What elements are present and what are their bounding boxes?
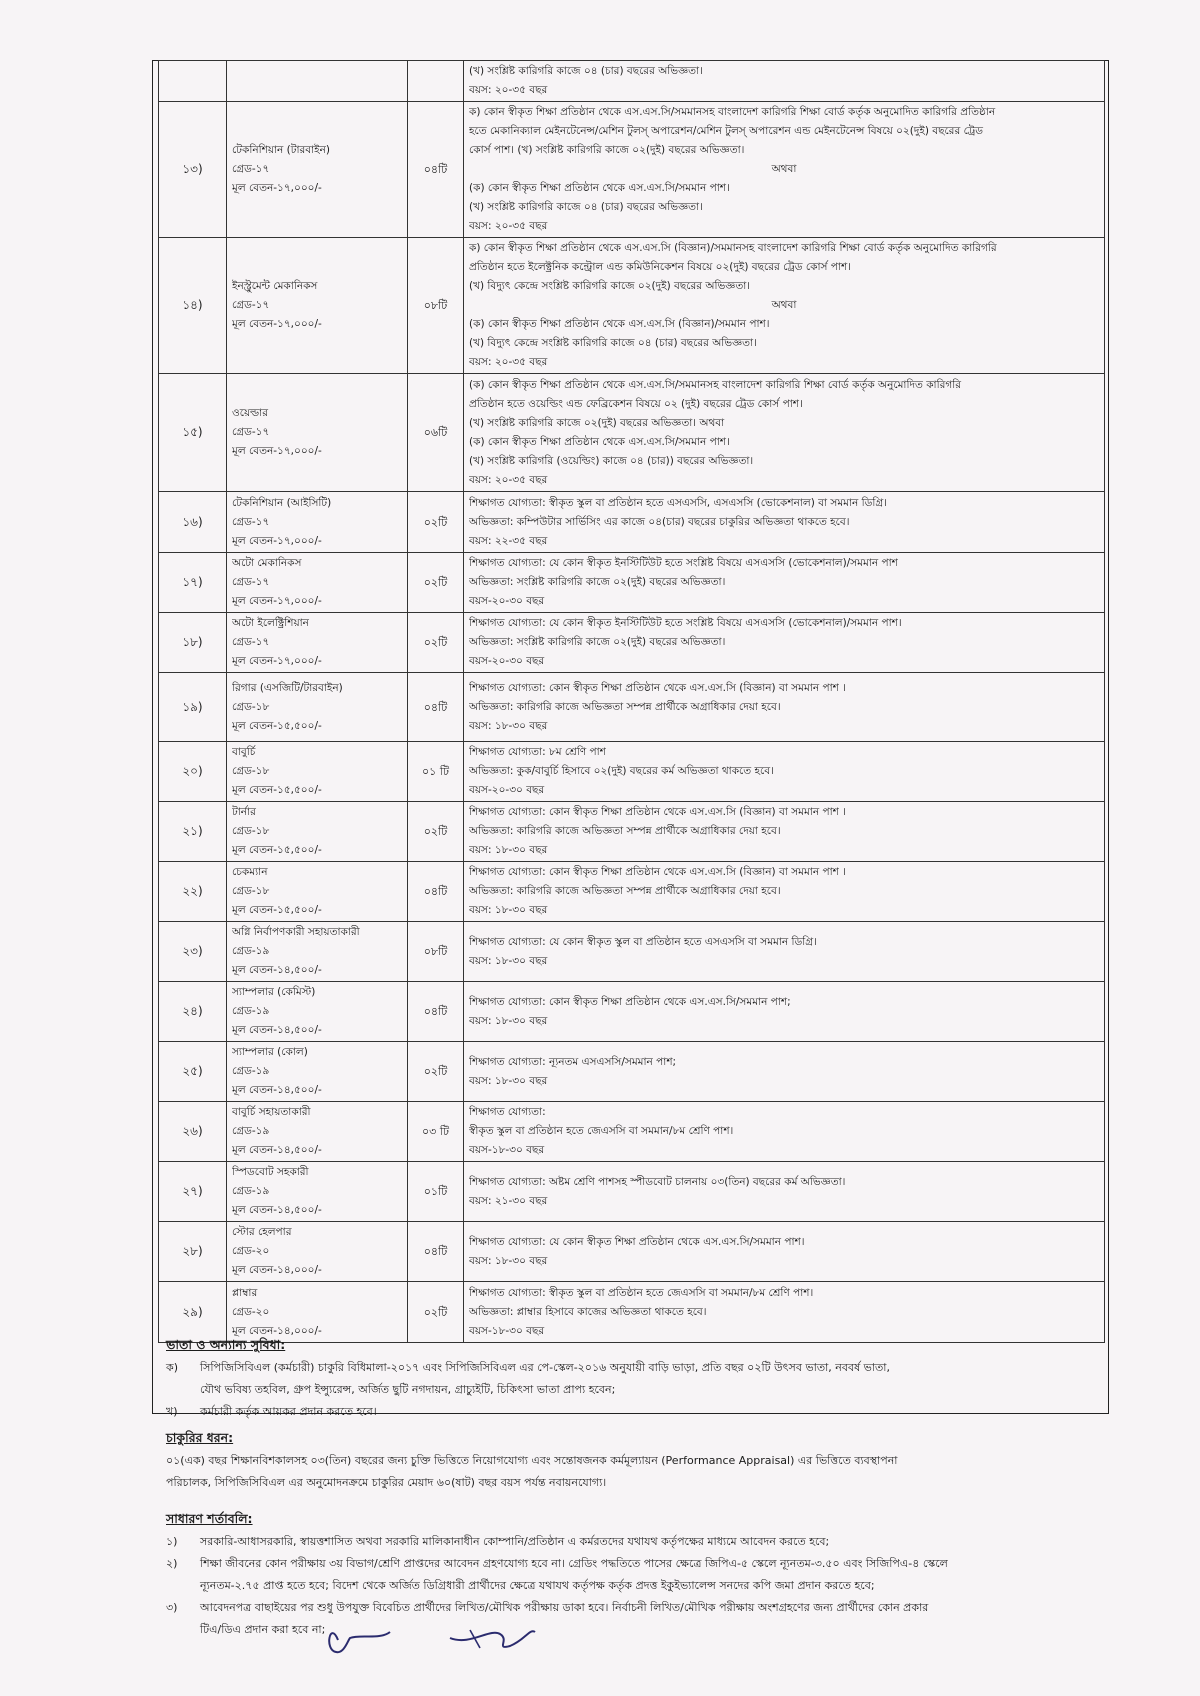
requirement-line: শিক্ষাগত যোগ্যতা: যে কোন স্বীকৃত ইনস্টিটিউট হতে সংশ্লিষ্ট বিষয়ে এসএসসি (ভোকেশনাল)/সমমান পাশ। [469,617,902,629]
general-term-line: ন্যূনতম-২.৭৫ প্রাপ্ত হতে হবে; বিদেশ থেকে অর্জিত ডিগ্রিধারী প্রার্থীদের ক্ষেত্রে যথাযথ কর্তৃপক্ষ কর্তৃক প্রদত্ত ইকুইভ্যালেন্স সনদের কপি জমা প্রদান করতে হবে; [200,1579,875,1592]
requirements-cell [464,922,1105,982]
post-grade: গ্রেড-১৭ [232,426,270,438]
post-cell [227,1102,408,1162]
requirement-line: শিক্ষাগত যোগ্যতা: ন্যূনতম এসএসসি/সমমান পাশ; [469,1055,677,1068]
requirements-cell [464,982,1105,1042]
quantity-cell [408,492,464,553]
requirement-line: বয়স: ২২-৩৫ বছর [469,534,548,547]
post-name: বাবুর্চি [232,746,256,758]
requirement-line: প্রতিষ্ঠান হতে ওয়েল্ডিং এন্ড ফেব্রিকেশন বিষয়ে ০২ (দুই) বছরের ট্রেড কোর্স পাশ। [469,397,803,410]
serial-cell [159,374,227,492]
requirements-cell [464,742,1105,802]
post-grade: গ্রেড-১৭ [232,299,270,311]
requirement-line: বয়স: ২০-৩৫ বছর [469,356,548,368]
requirement-line: শিক্ষাগত যোগ্যতা: যে কোন স্বীকৃত স্কুল বা প্রতিষ্ঠান হতে এসএসসি বা সমমান ডিগ্রি। [469,935,817,948]
post-salary: মূল বেতন-১৪,৫০০/- [232,1084,322,1096]
serial-cell [159,922,227,982]
general-term-item [166,1531,1096,1553]
table-row [159,742,1105,802]
requirement-line: প্রতিষ্ঠান হতে ইলেক্ট্রনিক কন্ট্রোল এন্ড কমিউনিকেশন বিষয়ে ০২(দুই) বছরের ট্রেড কোর্স পাশ। [469,261,851,273]
requirement-line: (খ) বিদ্যুৎ কেন্দ্রে সংশ্লিষ্ট কারিগরি কাজে ০৪ (চার) বছরের অভিজ্ঞতা। [469,337,757,349]
post-salary: মূল বেতন-১৪,৫০০/- [232,1024,322,1036]
requirement-line: শিক্ষাগত যোগ্যতা: কোন স্বীকৃত শিক্ষা প্রতিষ্ঠান থেকে এস.এস.সি (বিজ্ঞান) বা সমমান পাশ । [469,866,846,878]
post-name: প্লাম্বার [232,1286,258,1299]
post-name: বাবুর্চি সহায়তাকারী [232,1106,311,1118]
requirements-cell [464,1102,1105,1162]
post-cell [227,374,408,492]
post-cell [227,673,408,742]
benefit-item [166,1401,1096,1423]
serial-number: ২৫) [182,1064,203,1078]
benefit-item [166,1357,1096,1401]
post-cell [227,492,408,553]
post-quantity: ০১টি [423,1185,448,1198]
table-row [159,492,1105,553]
quantity-cell [408,613,464,673]
job-type-line: ০১(এক) বছর শিক্ষানবিশকালসহ ০৩(তিন) বছরের জন্য চুক্তি ভিত্তিতে নিয়োগযোগ্য এবং সন্তোষজনক কর্মমূল্যায়ন (Performance Appraisal) এর ভিত্তিতে ব্যবস্থাপনা [166,1454,898,1467]
requirement-line: শিক্ষাগত যোগ্যতা: ৮ম শ্রেণি পাশ [469,746,606,758]
post-salary: মূল বেতন-১৫,৫০০/- [232,719,322,732]
requirement-line: ক) কোন স্বীকৃত শিক্ষা প্রতিষ্ঠান থেকে এস.এস.সি (বিজ্ঞান)/সমমানসহ বাংলাদেশ কারিগরি শিক্ষা বোর্ড কর্তৃক অনুমোদিত কারিগরি [469,242,997,254]
table-row [159,982,1105,1042]
requirement-line: অথবা [771,299,797,311]
requirement-line: বয়স-২০-৩০ বছর [469,655,545,667]
requirement-line: বয়স: ২০-৩৫ বছর [469,220,548,232]
table-row [159,102,1105,238]
serial-number: ২৭) [182,1184,203,1198]
requirements-cell [464,613,1105,673]
quantity-cell [408,673,464,742]
post-name: অটো ইলেক্ট্রিশিয়ান [232,617,309,629]
general-term-marker: ১) [166,1535,178,1548]
requirement-line: অভিজ্ঞতা: কুক/বাবুর্চি হিসাবে ০২(দুই) বছরের কর্ম অভিজ্ঞতা থাকতে হবে। [469,765,774,777]
signature-image [320,1610,560,1670]
post-cell [227,238,408,374]
serial-number: ১৮) [182,635,203,649]
post-grade: গ্রেড-১৮ [232,825,270,837]
quantity-cell [408,1222,464,1282]
general-terms-block [166,1504,1096,1641]
requirement-line: অথবা [771,163,797,175]
post-salary: মূল বেতন-১৭,০০০/- [232,318,322,330]
requirement-line: শিক্ষাগত যোগ্যতা: যে কোন স্বীকৃত শিক্ষা প্রতিষ্ঠান থেকে এস.এস.সি/সমমান পাশ। [469,1235,805,1248]
requirement-line: বয়স: ২০-৩৫ বছর [469,84,548,96]
requirement-line: (খ) সংশ্লিষ্ট কারিগরি কাজে ০৪ (চার) বছরের অভিজ্ঞতা। [469,65,703,77]
quantity-cell [408,374,464,492]
post-quantity: ০২টি [423,1065,448,1078]
benefits-list [166,1357,1096,1423]
post-salary: মূল বেতন-১৫,৫০০/- [232,844,322,856]
table-row [159,61,1105,102]
requirements-cell [464,102,1105,238]
serial-cell [159,982,227,1042]
post-quantity: ০৬টি [423,426,448,439]
post-cell [227,982,408,1042]
serial-cell [159,102,227,238]
post-salary: মূল বেতন-১৪,০০০/- [232,1324,322,1337]
quantity-cell [408,102,464,238]
benefit-line: সিপিজিসিবিএল (কর্মচারী) চাকুরি বিধিমালা-২০১৭ এবং সিপিজিসিবিএল এর পে-স্কেল-২০১৬ অনুযায়ী বাড়ি ভাড়া, প্রতি বছর ০২টি উৎসব ভাতা, নববর্ষ ভাতা, [200,1361,890,1374]
quantity-cell [408,61,464,102]
general-terms-title: সাধারণ শর্তাবলি: [166,1511,253,1526]
requirements-cell [464,238,1105,374]
requirements-cell [464,1162,1105,1222]
post-quantity: ০৪টি [423,700,448,714]
requirement-line: কোর্স পাশ। (খ) সংশ্লিষ্ট কারিগরি কাজে ০২(দুই) বছরের অভিজ্ঞতা। [469,144,745,156]
requirements-cell [464,61,1105,102]
requirement-line: ক) কোন স্বীকৃত শিক্ষা প্রতিষ্ঠান থেকে এস.এস.সি/সমমানসহ বাংলাদেশ কারিগরি শিক্ষা বোর্ড কর্তৃক অনুমোদিত কারিগরি প্রতিষ্ঠান [469,106,996,118]
quantity-cell [408,238,464,374]
vacancy-table [158,60,1105,1343]
post-grade: গ্রেড-১৮ [232,765,270,777]
post-name: অগ্নি নির্বাপণকারী সহায়তাকারী [232,926,360,938]
serial-cell [159,238,227,374]
post-grade: গ্রেড-২০ [232,1245,270,1257]
terms-section [166,1330,1096,1641]
serial-cell [159,492,227,553]
general-term-text [200,1553,1096,1597]
requirement-line: বয়স: ১৮-৩০ বছর [469,844,548,856]
table-row [159,1222,1105,1282]
post-salary: মূল বেতন-১৪,৫০০/- [232,1204,322,1216]
serial-number: ১৭) [182,575,203,589]
quantity-cell [408,1042,464,1102]
post-grade: গ্রেড-১৯ [232,1125,270,1137]
requirement-line: (খ) বিদ্যুৎ কেন্দ্রে সংশ্লিষ্ট কারিগরি কাজে ০২(দুই) বছরের অভিজ্ঞতা। [469,280,751,292]
post-name: ইনস্ট্রুমেন্ট মেকানিকস [232,280,318,292]
requirements-cell [464,802,1105,862]
table-row [159,613,1105,673]
post-quantity: ০২টি [423,1305,448,1319]
benefit-text [200,1357,1096,1401]
serial-number: ২৪) [182,1004,203,1018]
serial-number: ২৬) [182,1124,203,1138]
serial-number: ১৩) [182,162,203,176]
job-type-block [166,1423,1096,1494]
serial-number: ১৪) [182,298,203,312]
general-term-marker: ৩) [166,1601,178,1614]
post-cell [227,1162,408,1222]
requirement-line: শিক্ষাগত যোগ্যতা: কোন স্বীকৃত শিক্ষা প্রতিষ্ঠান থেকে এস.এস.সি (বিজ্ঞান) বা সমমান পাশ । [469,806,846,818]
post-cell [227,1042,408,1102]
requirement-line: শিক্ষাগত যোগ্যতা: কোন স্বীকৃত শিক্ষা প্রতিষ্ঠান থেকে এস.এস.সি/সমমান পাশ; [469,995,791,1008]
job-type-title: চাকুরির ধরন: [166,1430,234,1445]
table-row [159,1042,1105,1102]
requirement-line: (ক) কোন স্বীকৃত শিক্ষা প্রতিষ্ঠান থেকে এস.এস.সি/সমমান পাশ। [469,435,730,448]
post-cell [227,61,408,102]
requirements-cell [464,553,1105,613]
requirements-cell [464,862,1105,922]
requirement-line: অভিজ্ঞতা: কারিগরি কাজে অভিজ্ঞতা সম্পন্ন প্রার্থীকে অগ্রাধিকার দেয়া হবে। [469,885,781,897]
requirement-line: বয়স-১৮-৩০ বছর [469,1144,545,1156]
post-quantity: ০৩ টি [422,1125,449,1138]
requirement-line: শিক্ষাগত যোগ্যতা: যে কোন স্বীকৃত ইনস্টিটিউট হতে সংশ্লিষ্ট বিষয়ে এসএসসি (ভোকেশনাল)/সমমান পাশ [469,557,898,569]
serial-cell [159,61,227,102]
quantity-cell [408,1102,464,1162]
serial-number: ১৫) [182,425,203,439]
serial-number: ২৩) [182,944,203,958]
post-grade: গ্রেড-১৮ [232,885,270,897]
post-salary: মূল বেতন-১৭,০০০/- [232,445,322,457]
requirement-line: অভিজ্ঞতা: সংশ্লিষ্ট কারিগরি কাজে ০২(দুই) বছরের অভিজ্ঞতা। [469,576,726,588]
requirement-line: (খ) সংশ্লিষ্ট কারিগরি কাজে ০৪ (চার) বছরের অভিজ্ঞতা। [469,201,703,213]
serial-number: ১৬) [182,514,203,529]
post-name: স্টোর হেলপার [232,1226,292,1238]
requirement-line: শিক্ষাগত যোগ্যতা: স্বীকৃত স্কুল বা প্রতিষ্ঠান হতে জেএসসি বা সমমান/৮ম শ্রেণি পাশ। [469,1286,814,1299]
post-name: অটো মেকানিকস [232,557,302,569]
benefits-title: ভাতা ও অন্যান্য সুবিধা: [166,1337,286,1352]
requirement-line: শিক্ষাগত যোগ্যতা: অষ্টম শ্রেণি পাশসহ স্পীডবোট চালনায় ০৩(তিন) বছরের কর্ম অভিজ্ঞতা। [469,1175,846,1188]
table-row [159,374,1105,492]
post-salary: মূল বেতন-১৭,০০০/- [232,595,322,607]
post-salary: মূল বেতন-১৪,৫০০/- [232,1144,322,1156]
requirement-line: বয়স-১৮-৩০ বছর [469,1324,545,1337]
general-term-line: আবেদনপত্র বাছাইয়ের পর শুধু উপযুক্ত বিবেচিত প্রার্থীদের লিখিত/মৌখিক পরীক্ষায় ডাকা হবে। নির্বাচনী লিখিত/মৌখিক পরীক্ষায় অংশগ্রহণের জন্য প্রার্থীদের কোন প্রকার [200,1601,929,1614]
post-name: স্যাম্পলার (কেমিস্ট) [232,986,316,998]
post-salary: মূল বেতন-১৭,০০০/- [232,534,322,547]
post-name: রিগার (এসজিটি/টারবাইন) [232,681,343,694]
requirement-line: বয়স-২০-৩০ বছর [469,595,545,607]
requirement-line: হতে মেকানিক্যাল মেইনটেনেন্স/মেশিন টুলস্ অপারেশন/মেশিন টুলস্ অপারেশন এন্ড মেইনটেনেন্স বিষয়ে ০২(দুই) বছরের ট্রেড [469,125,984,137]
quantity-cell [408,982,464,1042]
requirement-line: অভিজ্ঞতা: কারিগরি কাজে অভিজ্ঞতা সম্পন্ন প্রার্থীকে অগ্রাধিকার দেয়া হবে। [469,825,781,837]
serial-number: ২৮) [182,1244,203,1258]
job-type-line: পরিচালক, সিপিজিসিবিএল এর অনুমোদনক্রমে চাকুরির মেয়াদ ৬০(ষাট) বছর বয়স পর্যন্ত নবায়নযোগ্য। [166,1476,607,1489]
post-grade: গ্রেড-২০ [232,1305,270,1318]
table-row [159,553,1105,613]
requirement-line: বয়স: ১৮-৩০ বছর [469,1074,548,1087]
job-type-text [166,1450,1096,1494]
requirement-line: (ক) কোন স্বীকৃত শিক্ষা প্রতিষ্ঠান থেকে এস.এস.সি/সমমানসহ বাংলাদেশ কারিগরি শিক্ষা বোর্ড কর্তৃক অনুমোদিত কারিগরি [469,378,962,391]
post-name: টেকনিশিয়ান (টারবাইন) [232,144,331,156]
benefit-marker: ক) [166,1361,178,1374]
general-term-line: টিএ/ডিএ প্রদান করা হবে না; [200,1623,326,1636]
table-row [159,673,1105,742]
serial-number: ২১) [182,824,203,838]
requirements-cell [464,673,1105,742]
serial-cell [159,1162,227,1222]
requirements-cell [464,492,1105,553]
serial-cell [159,742,227,802]
post-quantity: ০৪টি [423,1005,448,1018]
requirement-line: বয়স: ১৮-৩০ বছর [469,1014,548,1027]
table-row [159,802,1105,862]
post-quantity: ০১ টি [422,765,449,778]
benefits-block [166,1330,1096,1423]
requirement-line: বয়স: ২০-৩৫ বছর [469,473,548,486]
benefit-line: যৌথ ভবিষ্য তহবিল, গ্রুপ ইন্স্যুরেন্স, অর্জিত ছুটি নগদায়ন, গ্রাচ্যুইটি, চিকিৎসা ভাতা প্রাপ্য হবেন; [200,1383,616,1396]
post-name: চেকম্যান [232,866,268,878]
post-grade: গ্রেড-১৯ [232,1065,270,1077]
general-term-item [166,1597,1096,1641]
post-cell [227,102,408,238]
general-term-text [200,1531,1096,1553]
post-quantity: ০৮টি [423,299,448,312]
general-term-line: সরকারি-আধাসরকারি, স্বায়ত্তশাসিত অথবা সরকারি মালিকানাধীন কোম্পানি/প্রতিষ্ঠান এ কর্মরতদের যথাযথ কর্তৃপক্ষের মাধ্যমে আবেদন করতে হবে; [200,1535,830,1548]
requirement-line: শিক্ষাগত যোগ্যতা: [469,1106,546,1118]
requirement-line: (ক) কোন স্বীকৃত শিক্ষা প্রতিষ্ঠান থেকে এস.এস.সি (বিজ্ঞান)/সমমান পাশ। [469,318,770,330]
post-cell [227,553,408,613]
serial-cell [159,613,227,673]
table-row [159,238,1105,374]
requirement-line: বয়স: ১৮-৩০ বছর [469,1254,548,1267]
post-cell [227,922,408,982]
post-salary: মূল বেতন-১৭,০০০/- [232,182,322,194]
serial-cell [159,673,227,742]
quantity-cell [408,742,464,802]
requirement-line: শিক্ষাগত যোগ্যতা: কোন স্বীকৃত শিক্ষা প্রতিষ্ঠান থেকে এস.এস.সি (বিজ্ঞান) বা সমমান পাশ । [469,681,846,694]
post-quantity: ০৮টি [423,945,448,958]
quantity-cell [408,553,464,613]
requirement-line: অভিজ্ঞতা: কম্পিউটার সার্ভিসিং এর কাজে ০৪(চার) বছরের চাকুরির অভিজ্ঞতা থাকতে হবে। [469,515,850,528]
post-cell [227,862,408,922]
requirement-line: অভিজ্ঞতা: প্লাম্বার হিসাবে কাজের অভিজ্ঞতা থাকতে হবে। [469,1305,707,1318]
serial-cell [159,1102,227,1162]
post-salary: মূল বেতন-১৫,৫০০/- [232,904,322,916]
post-cell [227,1222,408,1282]
post-grade: গ্রেড-১৯ [232,1005,270,1017]
serial-number: ১৯) [182,699,203,714]
post-salary: মূল বেতন-১৫,৫০০/- [232,784,322,796]
post-salary: মূল বেতন-১৪,৫০০/- [232,964,322,976]
post-cell [227,802,408,862]
post-grade: গ্রেড-১৭ [232,163,270,175]
general-terms-list [166,1531,1096,1641]
serial-cell [159,862,227,922]
requirement-line: (খ) সংশ্লিষ্ট কারিগরি কাজে ০২(দুই) বছরের অভিজ্ঞতা। অথবা [469,416,725,429]
serial-cell [159,802,227,862]
requirement-line: বয়স: ১৮-৩০ বছর [469,954,548,967]
post-quantity: ০২টি [423,636,448,649]
post-quantity: ০২টি [423,825,448,838]
post-name: স্পিডবোট সহকারী [232,1166,309,1178]
post-quantity: ০২টি [423,515,448,529]
quantity-cell [408,922,464,982]
requirement-line: বয়স: ২১-৩০ বছর [469,1194,548,1207]
quantity-cell [408,1162,464,1222]
requirement-line: অভিজ্ঞতা: কারিগরি কাজে অভিজ্ঞতা সম্পন্ন প্রার্থীকে অগ্রাধিকার দেয়া হবে। [469,700,781,713]
benefit-text [200,1401,1096,1423]
post-grade: গ্রেড-১৮ [232,700,270,713]
quantity-cell [408,802,464,862]
table-row [159,922,1105,982]
requirement-line: বয়স: ১৮-৩০ বছর [469,904,548,916]
requirements-cell [464,1042,1105,1102]
general-term-item [166,1553,1096,1597]
post-name: টার্নার [232,806,256,818]
serial-number: ২০) [182,764,203,778]
post-grade: গ্রেড-১৯ [232,1185,270,1197]
requirement-line: বয়স-২০-৩০ বছর [469,784,545,796]
table-row [159,1102,1105,1162]
requirement-line: স্বীকৃত স্কুল বা প্রতিষ্ঠান হতে জেএসসি বা সমমান/৮ম শ্রেণি পাশ। [469,1125,734,1137]
post-cell [227,613,408,673]
post-grade: গ্রেড-১৭ [232,515,270,528]
post-salary: মূল বেতন-১৪,০০০/- [232,1264,322,1276]
requirement-line: বয়স: ১৮-৩০ বছর [469,719,548,732]
post-grade: গ্রেড-১৭ [232,576,270,588]
requirements-cell [464,374,1105,492]
post-quantity: ০৪টি [423,885,448,898]
post-name: ওয়েল্ডার [232,407,268,419]
post-name: স্যাম্পলার (কোল) [232,1046,308,1058]
quantity-cell [408,862,464,922]
post-quantity: ০৪টি [423,163,448,176]
serial-cell [159,1042,227,1102]
benefit-line: কর্মচারী কর্তৃক আয়কর প্রদান করতে হবে। [200,1405,377,1418]
table-row [159,1162,1105,1222]
serial-cell [159,1222,227,1282]
general-term-marker: ২) [166,1557,178,1570]
requirement-line: (ক) কোন স্বীকৃত শিক্ষা প্রতিষ্ঠান থেকে এস.এস.সি/সমমান পাশ। [469,182,730,194]
serial-number: ২২) [182,884,203,898]
requirement-line: (খ) সংশ্লিষ্ট কারিগরি (ওয়েল্ডিং) কাজে ০৪ (চার)) বছরের অভিজ্ঞতা। [469,454,754,467]
general-term-line: শিক্ষা জীবনের কোন পরীক্ষায় ৩য় বিভাগ/শ্রেণি প্রাপ্তদের আবেদন গ্রহণযোগ্য হবে না। গ্রেডিং পদ্ধতিতে পাসের ক্ষেত্রে জিপিএ-৫ স্কেলে ন্যূনতম-৩.৫০ এবং সিজিপিএ-৪ স্কেলে [200,1557,948,1570]
requirement-line: অভিজ্ঞতা: সংশ্লিষ্ট কারিগরি কাজে ০২(দুই) বছরের অভিজ্ঞতা। [469,636,726,648]
requirements-cell [464,1222,1105,1282]
post-grade: গ্রেড-১৭ [232,636,270,648]
post-grade: গ্রেড-১৯ [232,945,270,957]
serial-cell [159,553,227,613]
post-quantity: ০২টি [423,576,448,589]
requirement-line: শিক্ষাগত যোগ্যতা: স্বীকৃত স্কুল বা প্রতিষ্ঠান হতে এসএসসি, এসএসসি (ভোকেশনাল) বা সমমান ডিগ্রি। [469,496,888,509]
benefit-marker: খ) [166,1405,178,1418]
post-name: টেকনিশিয়ান (আইসিটি) [232,496,332,509]
post-cell [227,742,408,802]
post-salary: মূল বেতন-১৭,০০০/- [232,655,322,667]
table-row [159,862,1105,922]
serial-number: ২৯) [182,1304,203,1319]
post-quantity: ০৪টি [423,1245,448,1258]
